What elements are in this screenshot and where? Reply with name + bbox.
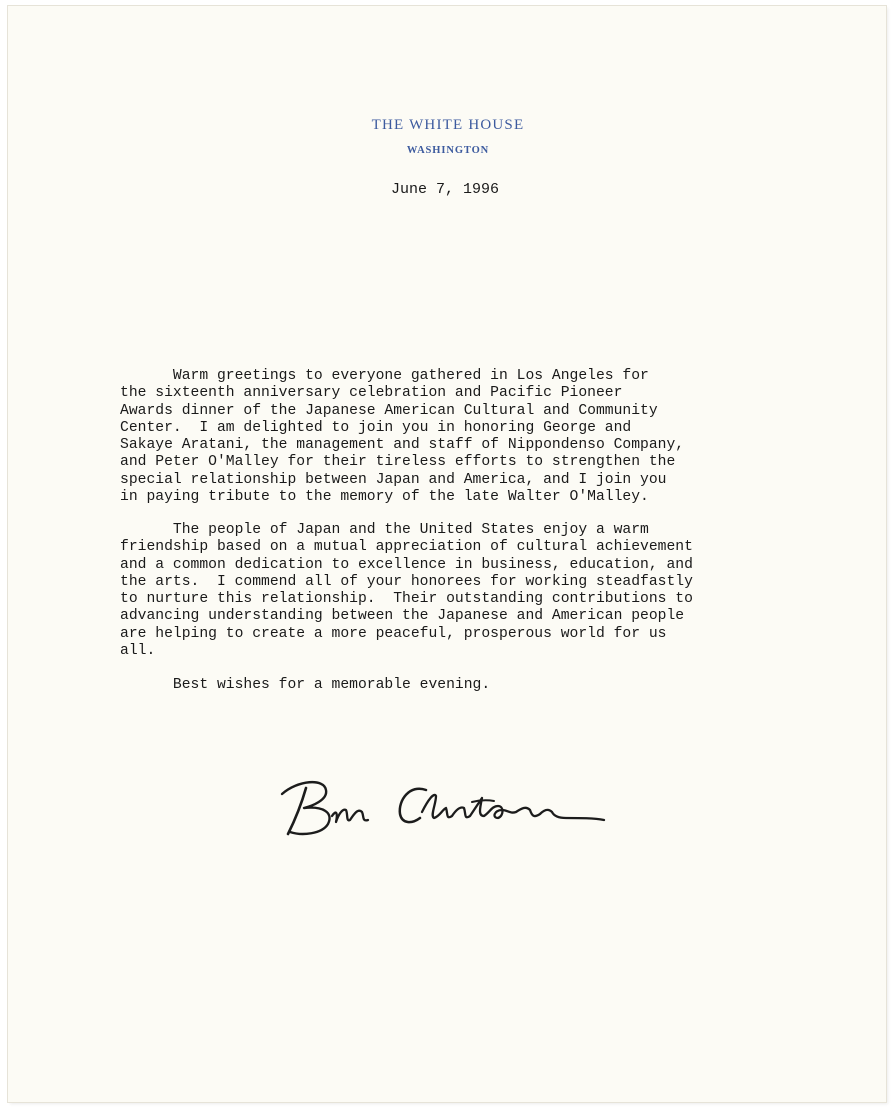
signature-stroke-ill bbox=[332, 810, 368, 822]
letterhead-subtitle: WASHINGTON bbox=[406, 145, 490, 156]
body-paragraph-1: Warm greetings to everyone gathered in Los Angeles for the sixteenth anniversary celebration and Pacific Pioneer Awards dinner of the Japanese American Cultural and Community Center. I am delighted to join you in honoring George and Sakaye Aratani, the management and staff of Nippondenso Company, and Peter O'Malley for their tireless efforts to strengthen the special relationship between Japan and America, and I join you in paying tribute to the memory of the late Walter O'Malley. bbox=[120, 368, 685, 506]
signature-stroke-linton bbox=[422, 795, 604, 820]
letterhead-title: THE WHITE HOUSE bbox=[371, 117, 525, 133]
signature-stroke-b-stem bbox=[288, 788, 306, 834]
signature-stroke-t-cross bbox=[472, 800, 494, 802]
signature-stroke-c bbox=[400, 789, 426, 822]
letter-date: June 7, 1996 bbox=[391, 181, 500, 198]
signature-handwritten bbox=[276, 770, 616, 845]
body-paragraph-2: The people of Japan and the United States enjoy a warm friendship based on a mutual appreciation of cultural achievement and a common dedication to excellence in business, education, and the arts. I commend all of your honorees for working steadfastly to nurture this relationship. Their outstanding contributions to advancing understanding between the Japanese and American people are helping to create a more peaceful, prosperous world for us all. bbox=[120, 522, 693, 660]
closing-line: Best wishes for a memorable evening. bbox=[120, 677, 491, 693]
